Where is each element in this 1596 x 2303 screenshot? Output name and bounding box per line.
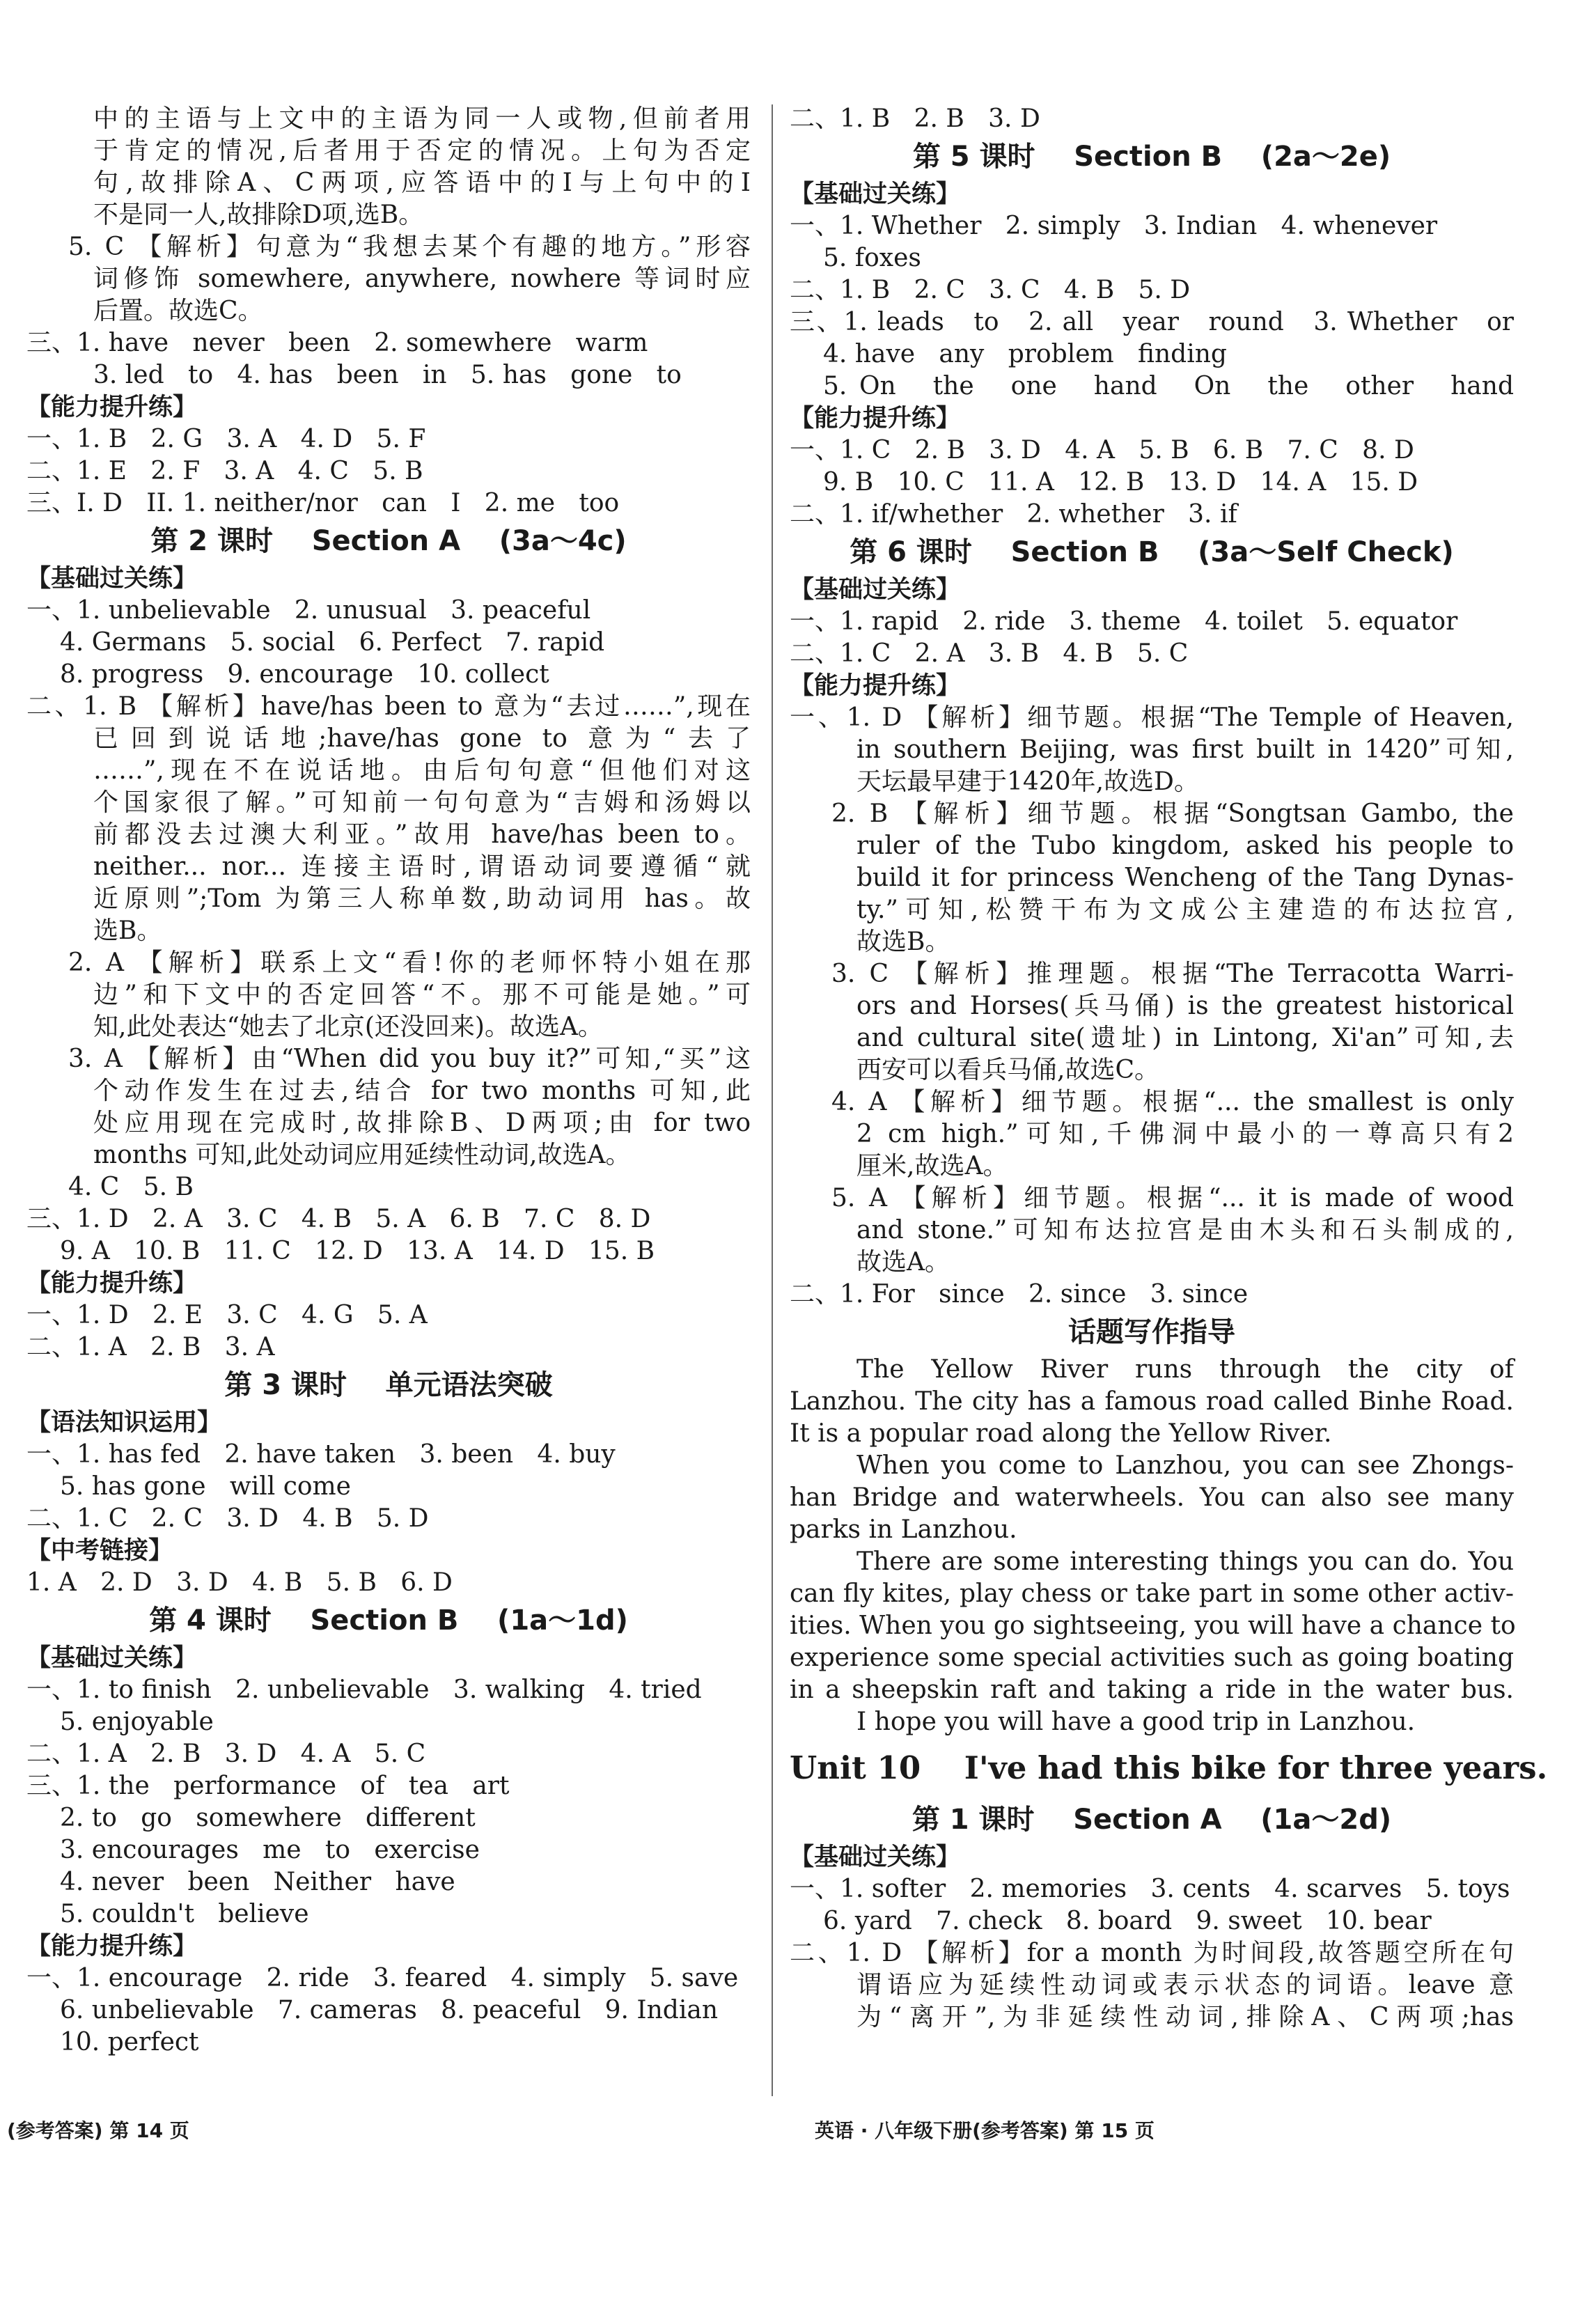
text-line: I hope you will have a good trip in Lanzhou.	[856, 1708, 1416, 1736]
text-line: 3. led to 4. has been in 5. has gone to	[93, 361, 682, 389]
text-line: 3. A 【解析】由“When did you buy it?”可知,“买”这	[68, 1045, 751, 1073]
text-line: 二、1. For since 2. since 3. since	[790, 1280, 1249, 1309]
text-line: build it for princess Wencheng of the Tang Dynas-	[856, 864, 1514, 892]
text-line: The Yellow River runs through the city of	[856, 1355, 1514, 1384]
text-line: 选B。	[93, 916, 162, 945]
text-line: and stone.”可知布达拉宫是由木头和石头制成的,	[856, 1216, 1514, 1244]
text-line: can fly kites, play chess or take part in some other activ-	[790, 1579, 1514, 1608]
text-line: 后置。故选C。	[93, 297, 263, 325]
section-heading: 第 2 课时 Section A (3a～4c)	[150, 525, 627, 557]
text-line: 二、1. E 2. F 3. A 4. C 5. B	[26, 457, 423, 485]
text-line: in a sheepskin raft and taking a ride in the water bus.	[790, 1676, 1514, 1704]
text-line: 词修饰 somewhere, anywhere, nowhere 等词时应	[93, 265, 751, 293]
text-line: neither... nor... 连接主语时,谓语动词要遵循“就	[93, 852, 751, 881]
text-line: 为“离开”,为非延续性动词,排除A、C两项;has	[856, 2003, 1514, 2031]
text-line: Lanzhou. The city has a famous road called Binhe Road.	[790, 1387, 1514, 1416]
text-line: 中的主语与上文中的主语为同一人或物,但前者用	[93, 104, 751, 133]
text-line: There are some interesting things you can do. You	[856, 1547, 1514, 1576]
text-line: 三、I. D II. 1. neither/nor can I 2. me too	[26, 489, 620, 517]
left-column	[26, 103, 751, 2059]
text-line: 10. perfect	[60, 2028, 199, 2056]
text-line: 一、1. to finish 2. unbelievable 3. walking 4. tried	[26, 1676, 702, 1704]
text-line: 5. C 【解析】句意为“我想去某个有趣的地方。”形容	[68, 233, 751, 261]
exercise-label: 【基础过关练】	[790, 1843, 961, 1871]
text-line: 二、1. if/whether 2. whether 3. if	[790, 500, 1237, 529]
exercise-label: 【能力提升练】	[26, 1270, 198, 1297]
exercise-label: 【基础过关练】	[26, 565, 198, 593]
section-heading: 第 1 课时 Section A (1a～2d)	[912, 1804, 1392, 1836]
footer-left-page-number: (参考答案) 第 14 页	[7, 2119, 189, 2142]
text-line: 一、1. softer 2. memories 3. cents 4. scarves 5. toys	[790, 1875, 1510, 1903]
text-line: 二、1. A 2. B 3. A	[26, 1333, 275, 1361]
text-line: 一、1. unbelievable 2. unusual 3. peaceful	[26, 596, 591, 625]
text-line: 三、1. the performance of tea art	[26, 1772, 510, 1800]
text-line: 知,此处表达“她去了北京(还没回来)。故选A。	[93, 1013, 603, 1041]
text-line: 4. C 5. B	[68, 1173, 194, 1201]
text-line: ty.”可知,松赞干布为文成公主建造的布达拉宫,	[856, 896, 1514, 924]
text-line: 于肯定的情况,后者用于否定的情况。上句为否定	[93, 136, 751, 165]
text-line: 1. A 2. D 3. D 4. B 5. B 6. D	[26, 1568, 453, 1597]
text-line: experience some special activities such as going boating	[790, 1644, 1514, 1672]
exercise-label: 【基础过关练】	[790, 180, 961, 208]
text-line: 边”和下文中的否定回答“不。那不可能是她。”可	[93, 981, 751, 1009]
text-line: 6. yard 7. check 8. board 9. sweet 10. bear	[823, 1907, 1432, 1935]
text-line: 近原则”;Tom 为第三人称单数,助动词用 has。故	[93, 884, 751, 913]
section-heading: 第 3 课时 单元语法突破	[224, 1369, 553, 1401]
text-line: 已回到说话地;have/has gone to 意为“去了	[93, 724, 751, 753]
text-line: 一、1. rapid 2. ride 3. theme 4. toilet 5. equator	[790, 607, 1458, 636]
section-heading: 话题写作指导	[1068, 1316, 1235, 1348]
text-line: When you come to Lanzhou, you can see Zhongs-	[856, 1451, 1514, 1480]
text-line: 3. encourages me to exercise	[60, 1836, 480, 1864]
exercise-label: 【基础过关练】	[790, 576, 961, 604]
text-line: 谓语应为延续性动词或表示状态的词语。leave 意	[856, 1971, 1514, 1999]
text-line: 4. have any problem finding	[823, 340, 1227, 368]
exercise-label: 【能力提升练】	[790, 405, 961, 432]
text-line: 一、1. D 2. E 3. C 4. G 5. A	[26, 1301, 428, 1329]
text-line: 厘米,故选A。	[856, 1152, 1008, 1180]
text-line: 不是同一人,故排除D项,选B。	[93, 201, 424, 229]
text-line: ruler of the Tubo kingdom, asked his people to	[856, 832, 1514, 860]
text-line: 5. A 【解析】细节题。根据“... it is made of wood	[831, 1184, 1514, 1212]
text-line: ities. When you go sightseeing, you will have a chance to	[790, 1611, 1516, 1640]
text-line: 4. A 【解析】细节题。根据“... the smallest is only	[831, 1088, 1514, 1116]
column-divider	[772, 104, 773, 2096]
exercise-label: 【语法知识运用】	[26, 1409, 222, 1437]
text-line: 5. On the one hand On the other hand	[823, 372, 1514, 400]
text-line: 2. to go somewhere different	[60, 1804, 476, 1832]
text-line: 故选B。	[856, 928, 950, 956]
text-line: 二、1. B 2. B 3. D	[790, 104, 1040, 133]
right-column	[790, 103, 1548, 2033]
text-line: 一、1. B 2. G 3. A 4. D 5. F	[26, 425, 426, 453]
text-line: 2. B 【解析】细节题。根据“Songtsan Gambo, the	[831, 799, 1514, 828]
section-heading: 第 6 课时 Section B (3a～Self Check)	[850, 536, 1454, 568]
text-line: in southern Beijing, was first built in 1420”可知,	[856, 735, 1514, 764]
text-line: 二、1. A 2. B 3. D 4. A 5. C	[26, 1740, 426, 1768]
text-line: 6. unbelievable 7. cameras 8. peaceful 9. Indian	[60, 1996, 718, 2024]
exercise-label: 【中考链接】	[26, 1537, 173, 1565]
text-line: 8. progress 9. encourage 10. collect	[60, 660, 549, 689]
exercise-label: 【能力提升练】	[26, 393, 198, 421]
section-heading: 第 5 课时 Section B (2a～2e)	[912, 141, 1391, 173]
text-line: 二、1. D 【解析】for a month 为时间段,故答题空所在句	[790, 1939, 1514, 1967]
text-line: 3. C 【解析】推理题。根据“The Terracotta Warri-	[831, 960, 1514, 988]
text-line: 9. A 10. B 11. C 12. D 13. A 14. D 15. B	[60, 1237, 655, 1265]
text-line: 一、1. has fed 2. have taken 3. been 4. buy	[26, 1440, 616, 1469]
text-line: and cultural site(遗址) in Lintong, Xi'an”可知,去	[856, 1024, 1514, 1052]
section-heading: 第 4 课时 Section B (1a～1d)	[149, 1605, 628, 1637]
text-line: 三、1. D 2. A 3. C 4. B 5. A 6. B 7. C 8. D	[26, 1205, 651, 1233]
text-line: 5. has gone will come	[60, 1472, 351, 1501]
text-line: han Bridge and waterwheels. You can also see many	[790, 1483, 1514, 1512]
text-line: ors and Horses(兵马俑) is the greatest historical	[856, 992, 1514, 1020]
text-line: months 可知,此处动词应用延续性动词,故选A。	[93, 1141, 631, 1169]
text-line: 前都没去过澳大利亚。”故用 have/has been to。	[93, 820, 751, 849]
text-line: 西安可以看兵马俑,故选C。	[856, 1056, 1159, 1084]
text-line: 9. B 10. C 11. A 12. B 13. D 14. A 15. D	[823, 468, 1418, 497]
exercise-label: 【基础过关练】	[26, 1644, 198, 1672]
text-line: 个动作发生在过去,结合 for two months 可知,此	[93, 1077, 751, 1105]
footer-right-page-number: 英语 · 八年级下册(参考答案) 第 15 页	[815, 2119, 1155, 2142]
text-line: It is a popular road along the Yellow River.	[790, 1419, 1332, 1448]
text-line: ……”,现在不在说话地。由后句句意“但他们对这	[93, 756, 751, 785]
text-line: 2 cm high.”可知,千佛洞中最小的一尊高只有2	[856, 1120, 1514, 1148]
unit-title: Unit 10 I've had this bike for three years.	[790, 1749, 1548, 1786]
text-line: 一、1. Whether 2. simply 3. Indian 4. whenever	[790, 212, 1438, 240]
text-line: parks in Lanzhou.	[790, 1515, 1017, 1544]
text-line: 处应用现在完成时,故排除B、D两项;由 for two	[93, 1109, 751, 1137]
text-line: 一、1. D 【解析】细节题。根据“The Temple of Heaven,	[790, 703, 1514, 732]
exercise-label: 【能力提升练】	[790, 672, 961, 700]
text-line: 句,故排除A、C两项,应答语中的I与上句中的I	[93, 169, 751, 197]
text-line: 4. Germans 5. social 6. Perfect 7. rapid	[60, 628, 605, 657]
text-line: 三、1. leads to 2. all year round 3. Whether or	[790, 308, 1514, 336]
exercise-label: 【能力提升练】	[26, 1933, 198, 1960]
text-line: 一、1. encourage 2. ride 3. feared 4. simply 5. save	[26, 1964, 739, 1992]
text-line: 天坛最早建于1420年,故选D。	[856, 767, 1199, 796]
text-line: 4. never been Neither have	[60, 1868, 455, 1896]
text-line: 二、1. C 2. A 3. B 4. B 5. C	[790, 639, 1189, 668]
text-line: 二、1. C 2. C 3. D 4. B 5. D	[26, 1504, 429, 1533]
text-line: 故选A。	[856, 1248, 950, 1277]
text-line: 二、1. B 2. C 3. C 4. B 5. D	[790, 276, 1191, 304]
text-line: 个国家很了解。”可知前一句句意为“吉姆和汤姆以	[93, 788, 751, 817]
text-line: 三、1. have never been 2. somewhere warm	[26, 329, 648, 357]
text-line: 5. enjoyable	[60, 1708, 214, 1736]
text-line: 二、1. B 【解析】have/has been to 意为“去过……”,现在	[26, 692, 751, 721]
text-line: 2. A 【解析】联系上文“看!你的老师怀特小姐在那	[68, 948, 751, 977]
text-line: 5. couldn't believe	[60, 1900, 309, 1928]
text-line: 一、1. C 2. B 3. D 4. A 5. B 6. B 7. C 8. D	[790, 436, 1414, 464]
text-line: 5. foxes	[823, 244, 921, 272]
